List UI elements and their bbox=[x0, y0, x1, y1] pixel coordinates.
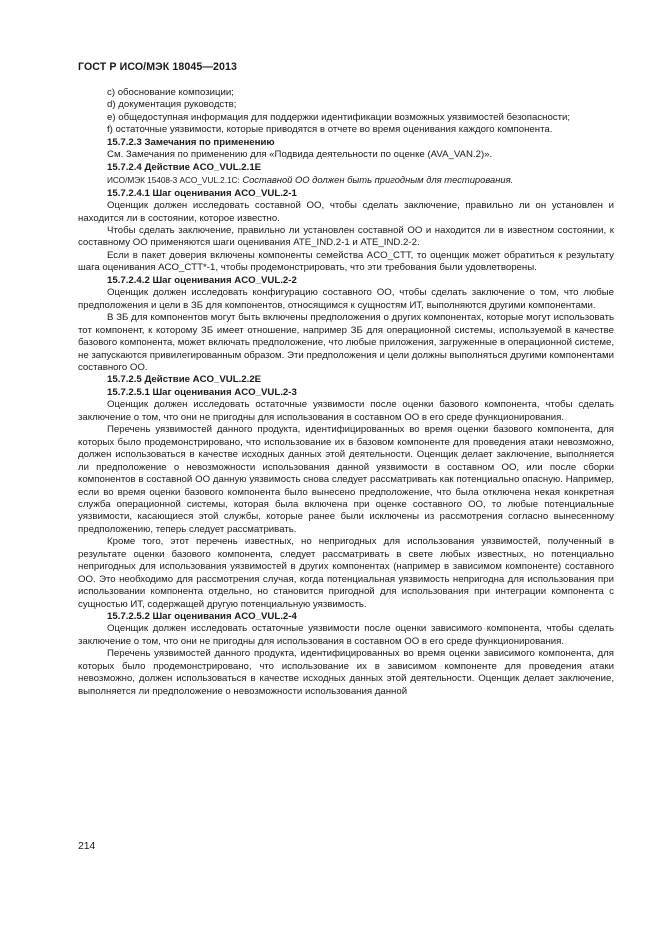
paragraph: Оценщик должен исследовать конфигурацию составного ОО, чтобы сделать заключение о том, что любые предположения и цели в ЗБ для компонентов, относящимся к сущностям ИТ, выполняются другими компонентами. bbox=[78, 287, 614, 311]
paragraph: Перечень уязвимостей данного продукта, идентифицированных во время оценки зависимого компонента, для которых было продемонстрировано, что использование их в зависимом компоненте для проведения атаки невозможно, должен использоваться в качестве исходных данных этой деятельности. Оценщик делает заключение, выполняется ли предположение о невозможности использования данной bbox=[78, 648, 614, 697]
list-item-e: e) общедоступная информация для поддержки идентификации возможных уязвимостей безопасности; bbox=[107, 111, 571, 123]
standard-reference-paragraph bbox=[78, 174, 614, 187]
paragraph: См. Замечания по применению для «Подвида деятельности по оценке (AVA_VAN.2)». bbox=[107, 149, 493, 161]
page-header: ГОСТ Р ИСО/МЭК 18045—2013 bbox=[78, 61, 237, 73]
section-heading-15-7-2-5: 15.7.2.5 Действие ACO_VUL.2.2E bbox=[107, 374, 262, 386]
section-heading-15-7-2-4-1: 15.7.2.4.1 Шаг оценивания ACO_VUL.2-1 bbox=[107, 187, 297, 199]
paragraph: Перечень уязвимостей данного продукта, идентифицированных во время оценки базового компонента, для которых было продемонстрировано, что использование их в базовом компоненте для проведения атаки невозможно, должен использоваться в качестве исходных данных этой деятельности. Оценщик делает заключение, выполняется ли предположение о невозможности использования данной уязвимости в составном ОО, или после сборки компонентов в составной ОО данную уязвимость снова следует рассматривать как потенциально опасную. Например, если во время оценки базового компонента было вынесено предположение, что была отключена некая конкретная служба операционной системы, которая была включена при оценке составного ОО, то любые потенциальные уязвимости, касающиеся этой службы, которые ранее были исключены из рассмотрения согласно вынесенному предположению, теперь следует рассматривать. bbox=[78, 424, 614, 535]
section-heading-15-7-2-5-2: 15.7.2.5.2 Шаг оценивания ACO_VUL.2-4 bbox=[107, 611, 297, 623]
paragraph: В ЗБ для компонентов могут быть включены предположения о других компонентах, которые могут использовать тот компонент, к которому ЗБ имеет отношение, например ЗБ для операционной системы, используемой в качестве базового компонента, может включать предположение, что любые приложения, загруженные в операционной системе, не запускаются привилегированным образом. Эти предположения и цели должны выполняться другими компонентами составного ОО. bbox=[78, 312, 614, 373]
document-body bbox=[78, 87, 614, 698]
section-heading-15-7-2-5-1: 15.7.2.5.1 Шаг оценивания ACO_VUL.2-3 bbox=[107, 386, 297, 398]
list-item-c: c) обоснование композиции; bbox=[107, 87, 234, 98]
list-item-f: f) остаточные уязвимости, которые приводятся в отчете во время оценивания каждого компонента. bbox=[107, 124, 553, 136]
paragraph: Оценщик должен исследовать остаточные уязвимости после оценки зависимого компонента, чтобы сделать заключение о том, что они не пригодны для использования в составном ОО в его среде функционирования. bbox=[78, 623, 614, 647]
list-item-d: d) документация руководств; bbox=[107, 99, 237, 111]
section-heading-15-7-2-3: 15.7.2.3 Замечания по применению bbox=[107, 136, 275, 148]
section-heading-15-7-2-4-2: 15.7.2.4.2 Шаг оценивания ACO_VUL.2-2 bbox=[107, 274, 297, 286]
paragraph: Если в пакет доверия включены компоненты семейства ACO_CTT, то оценщик может обратиться к результату шага оценивания ACO_CTT*-1, чтобы продемонстрировать, что эти требования были удовлетворены. bbox=[78, 249, 614, 274]
standard-reference: ИСО/МЭК 15408-3 ACO_VUL.2.1C: bbox=[107, 175, 240, 186]
paragraph: Чтобы сделать заключение, правильно ли установлен составной ОО и находится ли в известном состоянии, к составному ОО применяются шаги оценивания ATE_IND.2-1 и ATE_IND.2-2. bbox=[78, 224, 614, 249]
section-heading-15-7-2-4: 15.7.2.4 Действие ACO_VUL.2.1E bbox=[107, 161, 262, 173]
paragraph: Кроме того, этот перечень известных, но непригодных для использования уязвимостей, полученный в результате оценки базового компонента, следует рассматривать в свете любых известных, но потенциально непригодных для использования уязвимостей в других компонентах (например в зависимом компоненте) составного ОО. Это необходимо для рассмотрения случая, когда потенциальная уязвимость непригодна для использования при использовании компонента отдельно, но становится пригодной для использования при интеграции компонента с сущностью ИТ, содержащей другую потенциальную уязвимость. bbox=[78, 536, 614, 610]
page-number: 214 bbox=[78, 841, 96, 852]
paragraph: Оценщик должен исследовать остаточные уязвимости после оценки базового компонента, чтобы сделать заключение о том, что они не пригодны для использования в составном ОО в его среде функционирования. bbox=[78, 399, 614, 423]
paragraph: Оценщик должен исследовать составной ОО, чтобы сделать заключение, правильно ли он установлен и находится ли в состоянии, которое известно. bbox=[78, 200, 614, 224]
requirement-text: Составной ОО должен быть пригодным для тестирования. bbox=[239, 174, 514, 186]
